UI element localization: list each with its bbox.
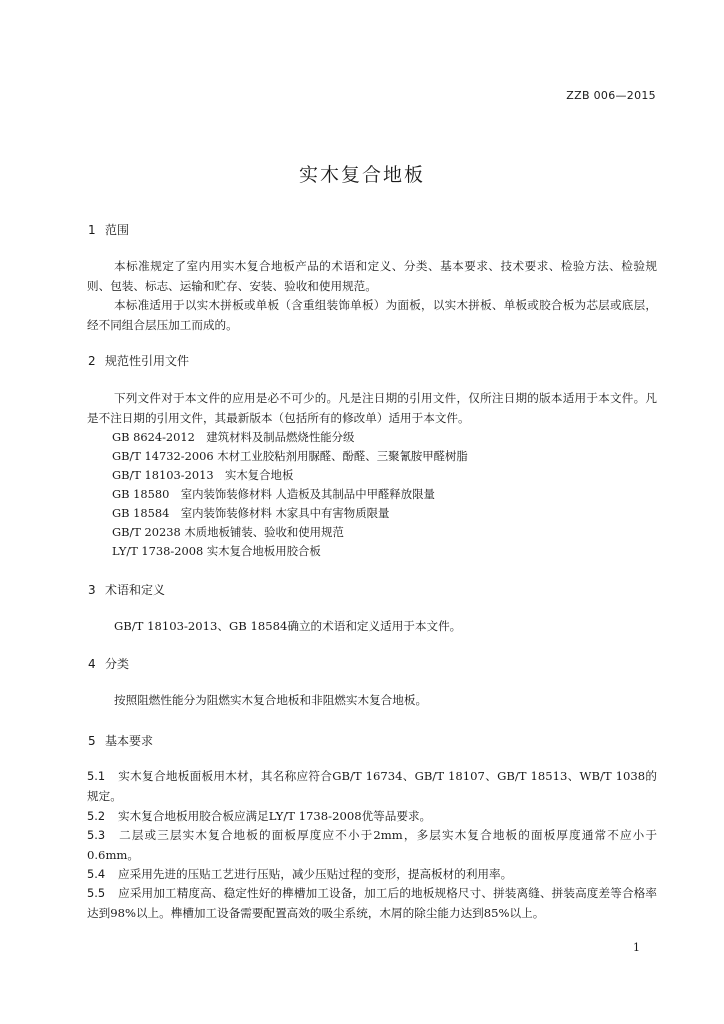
clause-number: 5.2 xyxy=(87,809,106,823)
clause-5-1 xyxy=(87,766,657,806)
document-number: ZZB 006—2015 xyxy=(566,89,656,102)
section-title: 范围 xyxy=(105,223,130,237)
clause-number: 5.1 xyxy=(87,769,106,783)
clause-text: 二层或三层实木复合地板的面板厚度应不小于2mm，多层实木复合地板的面板厚度通常不应小于0.6mm。 xyxy=(87,828,657,862)
clause-number: 5.4 xyxy=(87,867,106,881)
reference-item: GB/T 20238 木质地板铺装、验收和使用规范 xyxy=(112,525,344,539)
clause-number: 5.3 xyxy=(87,828,106,842)
paragraph: 下列文件对于本文件的应用是必不可少的。凡是注日期的引用文件，仅所注日期的版本适用于本文件。凡是不注日期的引用文件，其最新版本（包括所有的修改单）适用于本文件。 xyxy=(87,391,657,425)
page-number: 1 xyxy=(633,941,640,954)
section-title: 术语和定义 xyxy=(105,583,166,597)
reference-item: GB/T 18103-2013 实木复合地板 xyxy=(112,468,294,482)
clause-5-3 xyxy=(87,825,657,865)
clause-5-2 xyxy=(87,806,657,826)
paragraph: 本标准规定了室内用实木复合地板产品的术语和定义、分类、基本要求、技术要求、检验方法、检验规则、包装、标志、运输和贮存、安装、验收和使用规范。 xyxy=(87,259,657,293)
clause-number: 5.5 xyxy=(87,886,106,900)
reference-item: LY/T 1738-2008 实木复合地板用胶合板 xyxy=(112,544,321,558)
document-title: 实木复合地板 xyxy=(298,164,425,186)
section-heading-normative-references xyxy=(88,352,189,369)
clause-5-4 xyxy=(87,864,657,884)
clause-5-5 xyxy=(87,883,657,923)
section-title: 分类 xyxy=(105,657,130,671)
section-heading-terms-definitions xyxy=(88,581,165,598)
section-number: 2 xyxy=(88,354,96,368)
clause-text: 应采用加工精度高、稳定性好的榫槽加工设备，加工后的地板规格尺寸、拼装离缝、拼装高度差等合格率达到98%以上。榫槽加工设备需要配置高效的吸尘系统，木屑的除尘能力达到85%以上。 xyxy=(87,886,657,920)
section-number: 1 xyxy=(88,223,96,237)
section-heading-classification xyxy=(88,655,129,672)
reference-item: GB 8624-2012 建筑材料及制品燃烧性能分级 xyxy=(112,430,355,444)
section-heading-basic-requirements xyxy=(88,732,153,749)
section-title: 规范性引用文件 xyxy=(105,354,190,368)
paragraph: GB/T 18103-2013、GB 18584确立的术语和定义适用于本文件。 xyxy=(114,619,462,633)
clause-text: 应采用先进的压贴工艺进行压贴，减少压贴过程的变形，提高板材的利用率。 xyxy=(118,867,513,881)
section-title: 基本要求 xyxy=(105,734,154,748)
clause-text: 实木复合地板用胶合板应满足LY/T 1738-2008优等品要求。 xyxy=(118,809,432,823)
section-number: 4 xyxy=(88,657,96,671)
reference-item: GB 18580 室内装饰装修材料 人造板及其制品中甲醛释放限量 xyxy=(112,487,435,501)
section-number: 5 xyxy=(88,734,96,748)
paragraph: 本标准适用于以实木拼板或单板（含重组装饰单板）为面板，以实木拼板、单板或胶合板为芯层或底层，经不同组合层压加工而成的。 xyxy=(87,298,657,332)
clause-text: 实木复合地板面板用木材，其名称应符合GB/T 16734、GB/T 18107、GB/T 18513、WB/T 1038的规定。 xyxy=(87,769,657,803)
reference-item: GB/T 14732-2006 木材工业胶粘剂用脲醛、酚醛、三聚氰胺甲醛树脂 xyxy=(112,449,468,463)
section-number: 3 xyxy=(88,583,96,597)
reference-item: GB 18584 室内装饰装修材料 木家具中有害物质限量 xyxy=(112,506,390,520)
section-heading-scope xyxy=(88,221,129,238)
paragraph: 按照阻燃性能分为阻燃实木复合地板和非阻燃实木复合地板。 xyxy=(114,693,428,707)
